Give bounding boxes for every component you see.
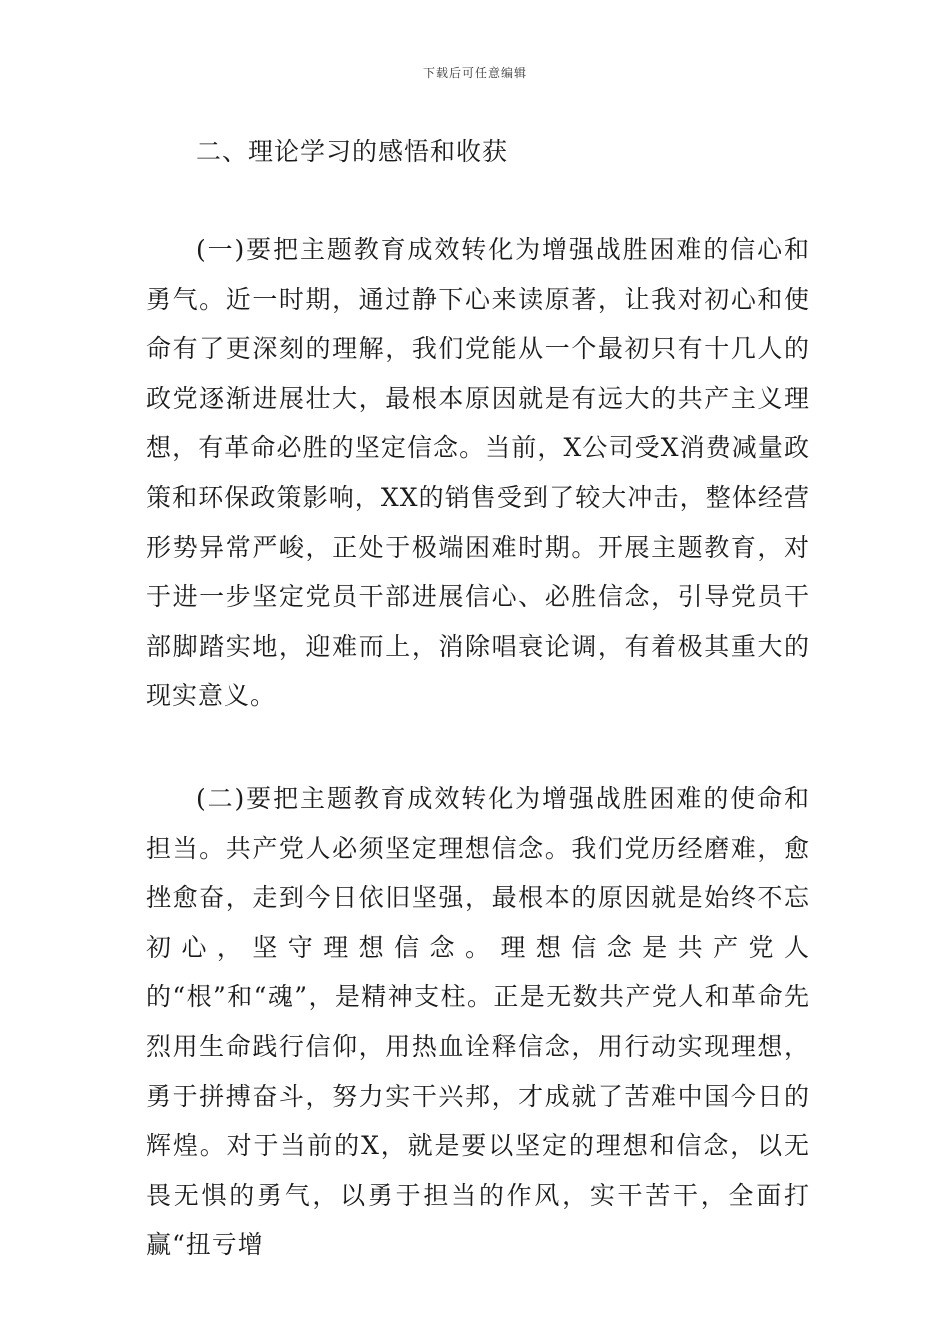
section-heading: 二、理论学习的感悟和收获 [196, 137, 509, 166]
page-header-note: 下载后可任意编辑 [422, 66, 527, 80]
body-paragraph: (二)要把主题教育成效转化为增强战胜困难的使命和担当。共产党人必须坚定理想信念。我们党历经磨难，愈挫愈奋，走到今日依旧坚强，最根本的原因就是始终不忘初心，坚守理想信念。理想信念是共产党人的“根”和“魂”，是精神支柱。正是无数共产党人和革命先烈用生命践行信仰，用热血诠释信念，用行动实现理想，勇于拼搏奋斗，努力实干兴邦，才成就了苦难中国今日的辉煌。对于当前的X，就是要以坚定的理想和信念，以无畏无惧的勇气，以勇于担当的作风，实干苦干，全面打赢“扭亏增 [146, 784, 810, 1260]
body-paragraph: (一)要把主题教育成效转化为增强战胜困难的信心和勇气。近一时期，通过静下心来读原著，让我对初心和使命有了更深刻的理解，我们党能从一个最初只有十几人的政党逐渐进展壮大，最根本原因就是有远大的共产主义理想，有革命必胜的坚定信念。当前，X公司受X消费减量政策和环保政策影响，XX的销售受到了较大冲击，整体经营形势异常严峻，正处于极端困难时期。开展主题教育，对于进一步坚定党员干部进展信心、必胜信念，引导党员干部脚踏实地，迎难而上，消除唱衰论调，有着极其重大的现实意义。 [146, 235, 810, 711]
